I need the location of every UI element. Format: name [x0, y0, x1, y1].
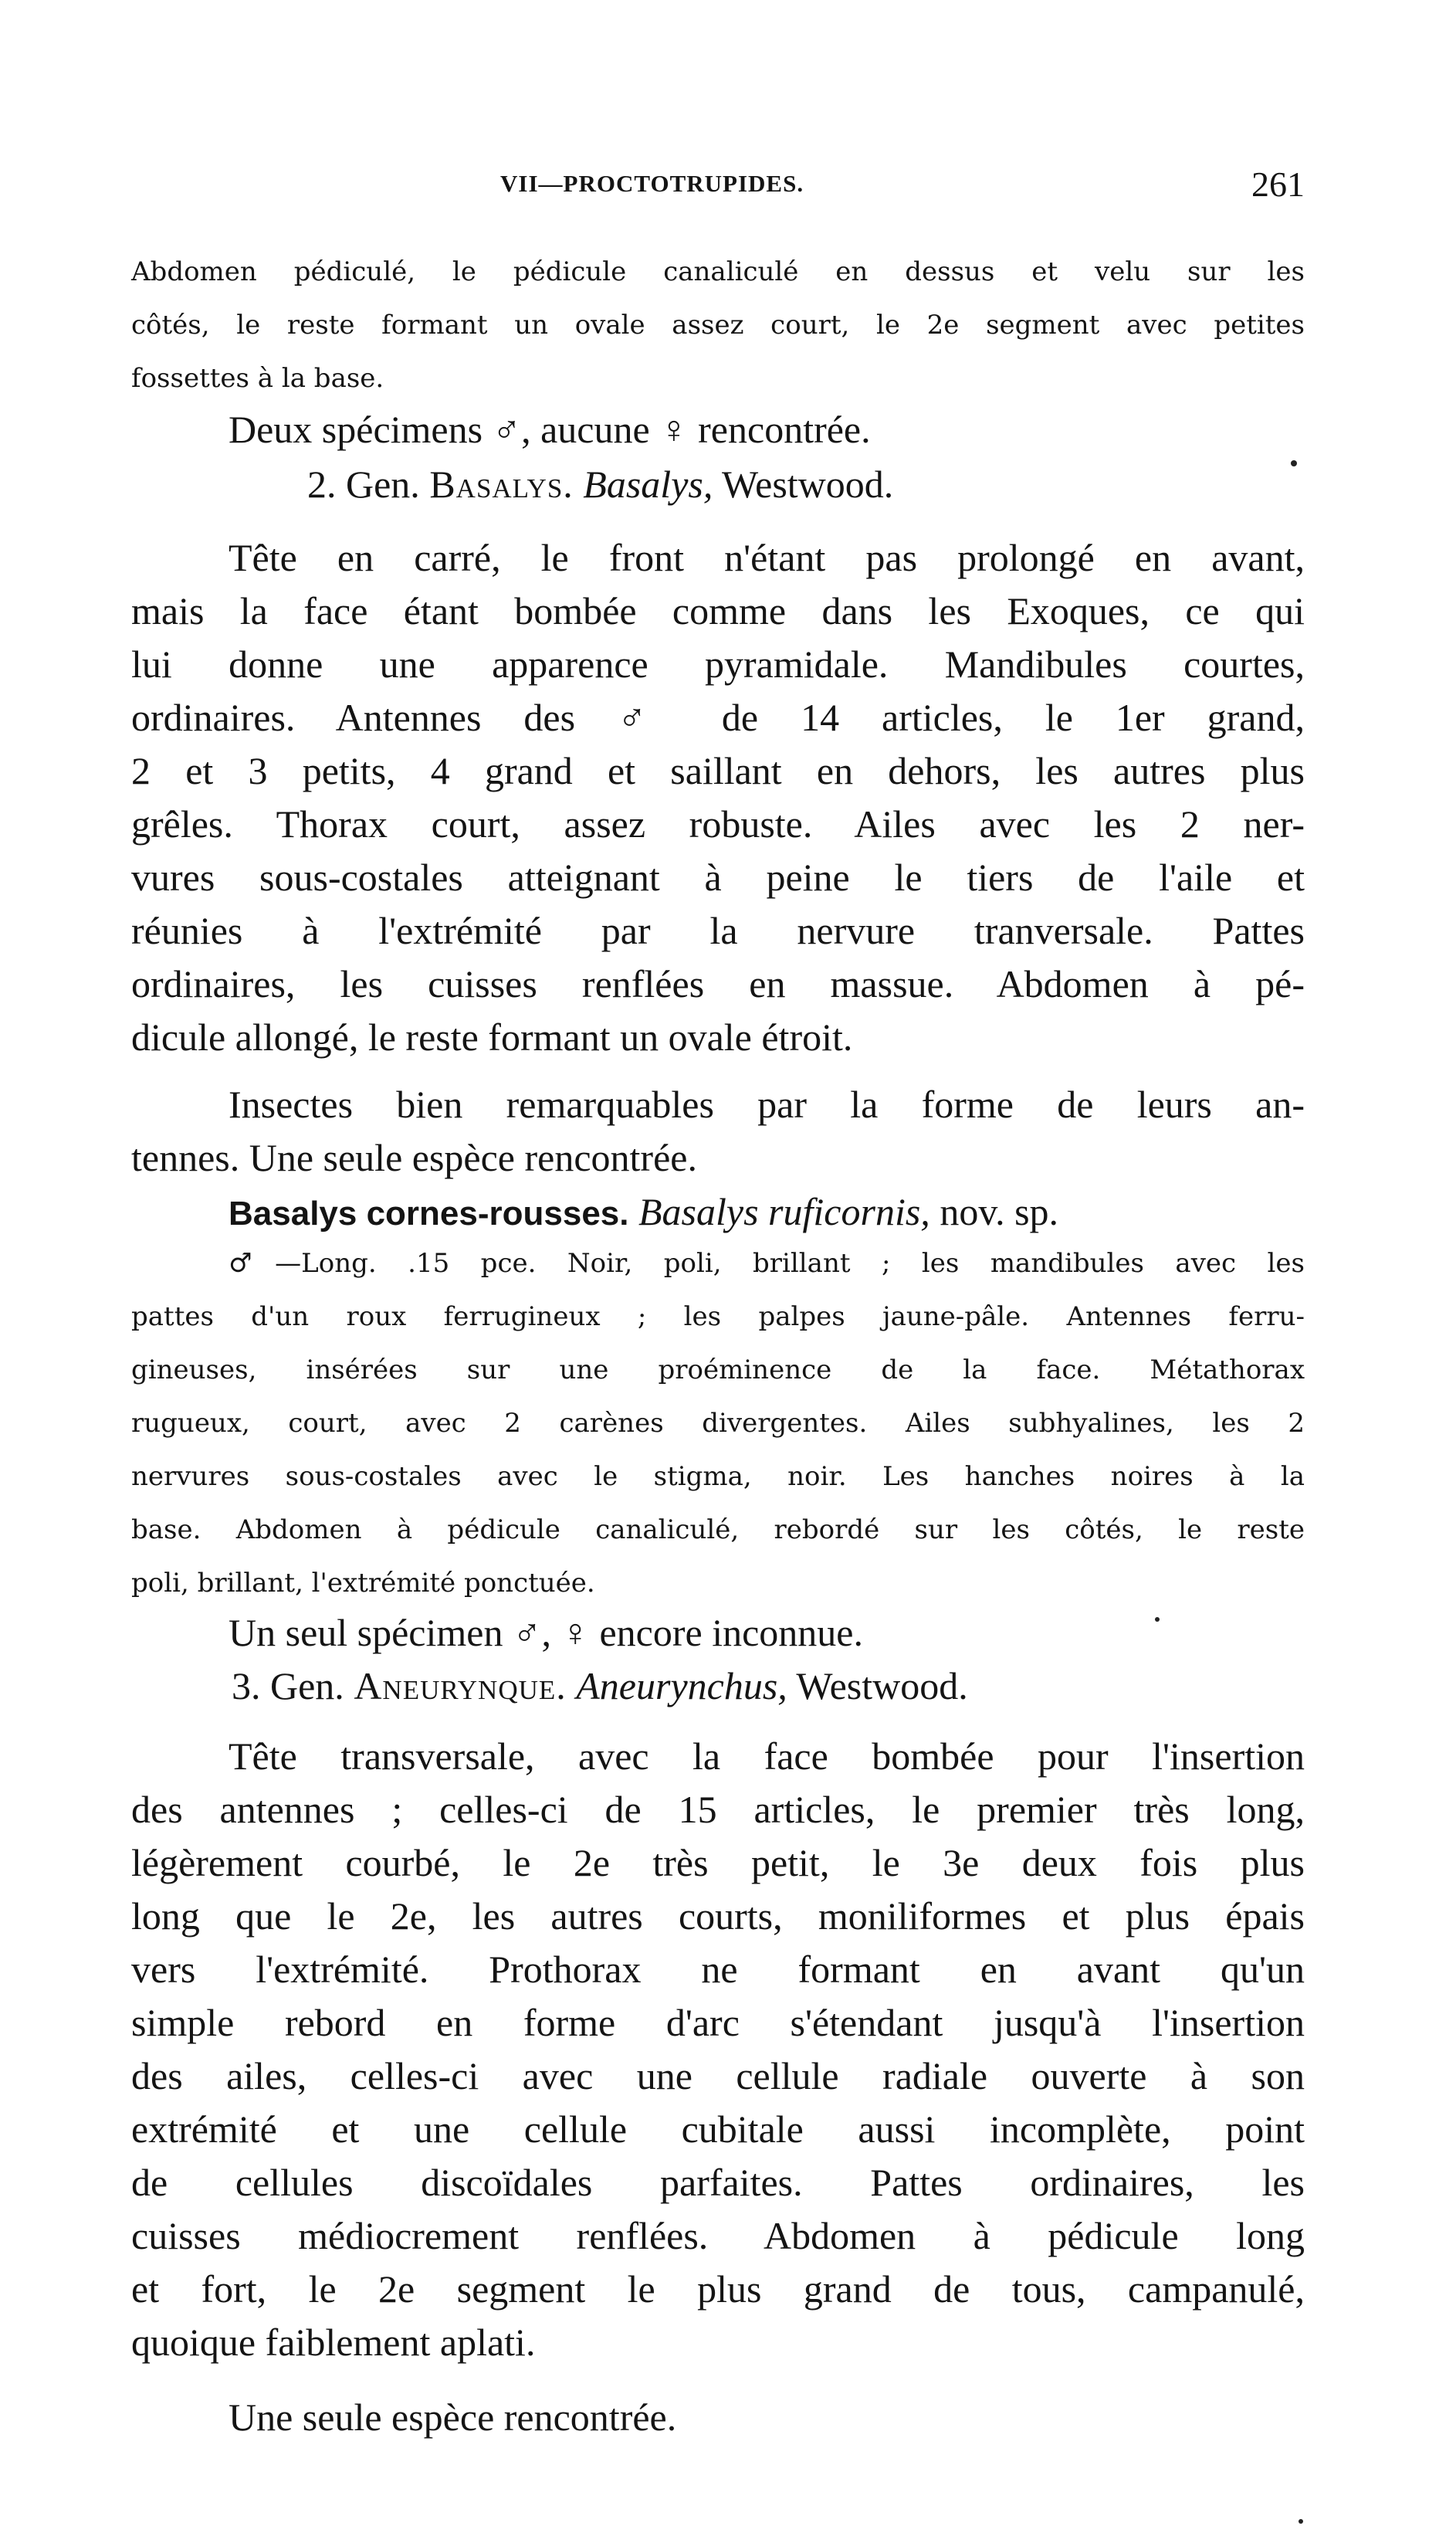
text-line: lui donne une apparence pyramidale. Mandibules courtes,	[131, 643, 1305, 686]
genus-latin-name: Aneurynchus,	[576, 1664, 787, 1707]
text-line: de cellules discoïdales parfaites. Pattes ordinaires, les	[131, 2161, 1305, 2204]
text-line: ♂—Long. .15 pce. Noir, poli, brillant ; les mandibules avec les	[229, 1248, 1305, 1279]
text-line: poli, brillant, l'extrémité ponctuée.	[131, 1568, 595, 1599]
species-suffix: nov. sp.	[940, 1190, 1059, 1233]
text-line: pattes d'un roux ferrugineux ; les palpes jaune-pâle. Antennes ferru-	[131, 1301, 1305, 1332]
paragraph-basalys-description	[131, 531, 1305, 1064]
text-line: Une seule espèce rencontrée.	[229, 2396, 677, 2439]
text-line: Tête transversale, avec la face bombée pour l'insertion	[229, 1734, 1305, 1778]
text-line: rugueux, court, avec 2 carènes divergentes. Ailes subhyalines, les 2	[131, 1408, 1305, 1439]
print-speck	[1299, 2519, 1303, 2524]
print-speck	[1155, 1617, 1160, 1622]
text-line: et fort, le 2e segment le plus grand de tous, campanulé,	[131, 2267, 1305, 2311]
text-line: vers l'extrémité. Prothorax ne formant en avant qu'un	[131, 1948, 1305, 1991]
page-number: 261	[1251, 164, 1305, 204]
genus-number: 3. Gen.	[232, 1664, 344, 1707]
text-line: mais la face étant bombée comme dans les Exoques, ce qui	[131, 589, 1305, 632]
genus-name: Basalys.	[429, 463, 574, 506]
running-head: VII—PROCTOTRUPIDES.	[500, 170, 804, 197]
print-speck	[1291, 460, 1297, 466]
text-line: des ailes, celles-ci avec une cellule radiale ouverte à son	[131, 2054, 1305, 2097]
text-line: fossettes à la base.	[131, 363, 384, 394]
paragraph-single-species	[131, 2391, 1402, 2444]
text-line: Deux spécimens ♂, aucune ♀ rencontrée.	[229, 408, 871, 451]
text-line: tennes. Une seule espèce rencontrée.	[131, 1136, 697, 1179]
text-line: ordinaires. Antennes des ♂ de 14 articles, le 1er grand,	[131, 696, 1305, 739]
text-line: ordinaires, les cuisses renflées en massue. Abdomen à pé-	[131, 962, 1305, 1005]
text-line: grêles. Thorax court, assez robuste. Ailes avec les 2 ner-	[131, 802, 1305, 846]
text-line: Abdomen pédiculé, le pédicule canaliculé en dessus et velu sur les	[131, 256, 1305, 287]
text-line: réunies à l'extrémité par la nervure tranversale. Pattes	[131, 909, 1305, 952]
genus-name: Aneurynque.	[354, 1664, 567, 1707]
text-line: légèrement courbé, le 2e très petit, le 3e deux fois plus	[131, 1841, 1305, 1884]
species-common-name: Basalys cornes-rousses.	[229, 1195, 629, 1233]
paragraph-abdomen-intro	[131, 246, 1305, 405]
paragraph-specimens-count	[131, 403, 1402, 456]
text-line: Tête en carré, le front n'étant pas prolongé en avant,	[229, 536, 1305, 579]
genus-author: Westwood.	[796, 1664, 968, 1707]
genus-latin-name: Basalys,	[583, 463, 713, 506]
genus-heading-aneurynque	[232, 1663, 968, 1708]
genus-author: Westwood.	[721, 463, 894, 506]
text-line: quoique faiblement aplati.	[131, 2321, 536, 2364]
text-line: gineuses, insérées sur une proéminence de la face. Métathorax	[131, 1355, 1305, 1385]
text-line: Un seul spécimen ♂, ♀ encore inconnue.	[229, 1611, 863, 1654]
paragraph-species-description	[131, 1237, 1305, 1610]
text-line: vures sous-costales atteignant à peine le tiers de l'aile et	[131, 856, 1305, 899]
text-line: simple rebord en forme d'arc s'étendant jusqu'à l'insertion	[131, 2001, 1305, 2044]
paragraph-aneurynque-description	[131, 1730, 1305, 2369]
species-heading-basalys-ruficornis	[229, 1189, 1058, 1234]
text-line: base. Abdomen à pédicule canaliculé, rebordé sur les côtés, le reste	[131, 1514, 1305, 1545]
species-latin-name: Basalys ruficornis,	[638, 1190, 930, 1233]
text-line: des antennes ; celles-ci de 15 articles, le premier très long,	[131, 1788, 1305, 1831]
paragraph-insectes-remarquables	[131, 1078, 1305, 1185]
text-line: cuisses médiocrement renflées. Abdomen à pédicule long	[131, 2214, 1305, 2257]
text-line: Insectes bien remarquables par la forme de leurs an-	[229, 1083, 1305, 1126]
genus-number: 2. Gen.	[307, 463, 420, 506]
text-line: extrémité et une cellule cubitale aussi incomplète, point	[131, 2107, 1305, 2151]
text-line: 2 et 3 petits, 4 grand et saillant en dehors, les autres plus	[131, 749, 1305, 792]
text-line: nervures sous-costales avec le stigma, noir. Les hanches noires à la	[131, 1461, 1305, 1492]
genus-heading-basalys	[307, 462, 893, 507]
text-line: long que le 2e, les autres courts, moniliformes et plus épais	[131, 1894, 1305, 1938]
text-line: dicule allongé, le reste formant un ovale étroit.	[131, 1016, 853, 1059]
text-line: côtés, le reste formant un ovale assez court, le 2e segment avec petites	[131, 310, 1305, 341]
page-header	[131, 164, 1305, 210]
paragraph-single-specimen	[131, 1606, 1402, 1660]
